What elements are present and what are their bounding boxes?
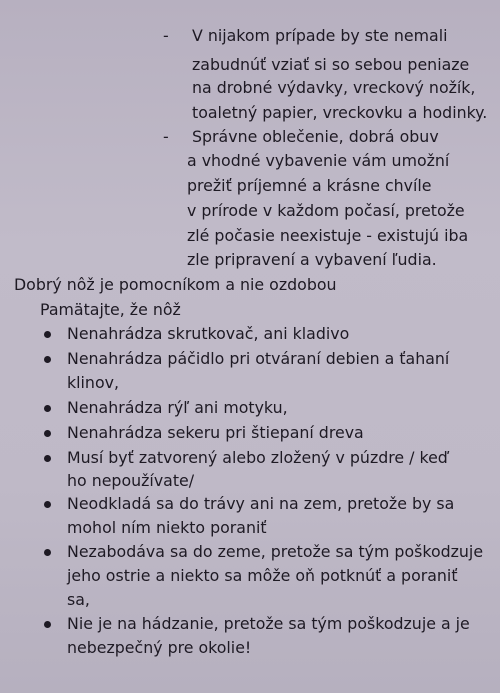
bullet-dot [44, 549, 51, 556]
intro-text: Pamätajte, že nôž [40, 300, 181, 319]
bullet-dot [44, 455, 51, 462]
dash-item-2-line-1: Správne oblečenie, dobrá obuv [192, 127, 439, 146]
dash-item-2-line-4: v prírode v každom počasí, pretože [187, 201, 465, 220]
bullet-5-line-1: Musí byť zatvorený alebo zložený v púzdre / keď [67, 448, 448, 467]
dash-marker: - [163, 127, 169, 146]
bullet-8-line-1: Nie je na hádzanie, pretože sa tým poškodzuje a je [67, 614, 470, 633]
dash-item-1-line-1: V nijakom prípade by ste nemali [192, 26, 448, 45]
bullet-8-line-2: nebezpečný pre okolie! [67, 638, 252, 657]
dash-item-1-line-4: toaletný papier, vreckovku a hodinky. [192, 103, 488, 122]
bullet-7-line-1: Nezabodáva sa do zeme, pretože sa tým poškodzuje [67, 542, 484, 561]
bullet-2-line-1: Nenahrádza páčidlo pri otváraní debien a ťahaní [67, 349, 450, 368]
bullet-4-line-1: Nenahrádza sekeru pri štiepaní dreva [67, 423, 364, 442]
dash-item-2-line-3: prežiť príjemné a krásne chvíle [187, 176, 432, 195]
dash-item-2-line-5: zlé počasie neexistuje - existujú iba [187, 226, 469, 245]
bullet-1-line-1: Nenahrádza skrutkovač, ani kladivo [67, 324, 350, 343]
bullet-dot [44, 621, 51, 628]
bullet-3-line-1: Nenahrádza rýľ ani motyku, [67, 398, 288, 417]
bullet-5-line-2: ho nepoužívate/ [67, 471, 195, 490]
bullet-dot [44, 356, 51, 363]
bullet-7-line-2: jeho ostrie a niekto sa môže oň potknúť a poraniť [67, 566, 458, 585]
bullet-dot [44, 501, 51, 508]
dash-item-2-line-6: zle pripravení a vybavení ľudia. [187, 250, 437, 269]
bullet-dot [44, 331, 51, 338]
bullet-2-line-2: klinov, [67, 373, 119, 392]
bullet-7-line-3: sa, [67, 590, 90, 609]
dash-item-1-line-3: na drobné výdavky, vreckový nožík, [192, 78, 476, 97]
section-heading: Dobrý nôž je pomocníkom a nie ozdobou [14, 275, 337, 294]
bullet-6-line-2: mohol ním niekto poraniť [67, 518, 267, 537]
dash-item-2-line-2: a vhodné vybavenie vám umožní [187, 151, 450, 170]
bullet-6-line-1: Neodkladá sa do trávy ani na zem, pretože by sa [67, 494, 455, 513]
bullet-dot [44, 430, 51, 437]
bullet-dot [44, 405, 51, 412]
dash-item-1-line-2: zabudnúť vziať si so sebou peniaze [192, 55, 470, 74]
dash-marker: - [163, 26, 169, 45]
